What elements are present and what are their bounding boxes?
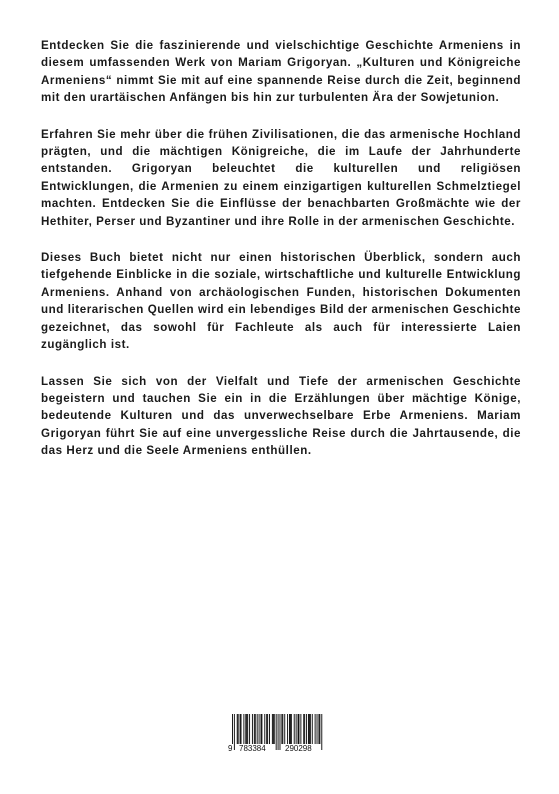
back-cover-text [41,37,521,479]
barcode-digits-right: 290298 [285,744,312,753]
barcode-bar [296,714,297,744]
barcode-bar [281,714,282,744]
barcode-bar [267,714,268,744]
barcode-bar [284,714,285,744]
barcode-bar [319,714,320,744]
blurb-paragraph-2: Erfahren Sie mehr über die frühen Zivilisationen, die das armenische Hochland prägten, und die mächtigen Königreiche, die im Laufe der Jahrhunderte entstanden. Grigoryan beleuchtet die kulturellen und religiösen Entwicklungen, die Armenien zu einem einzigartigen kulturellen Schmelztiegel machten. Entdecken Sie die Einflüsse der benachbarten Großmächte wie der Hethiter, Perser und Byzantiner und ihre Rolle in der armenischen Geschichte. [41,127,521,228]
barcode-bar [290,714,291,744]
barcode-bar [287,714,288,744]
barcode-bar [310,714,311,744]
barcode-bar [282,714,283,744]
blurb-paragraph-1: Entdecken Sie die faszinierende und vielschichtige Geschichte Armeniens in diesem umfassenden Werk von Mariam Grigoryan. „Kulturen und Königreiche Armeniens“ nimmt Sie mit auf eine spannende Reise durch die Zeit, beginnend mit den urartäischen Anfängen bis hin zur turbulenten Ära der Sowjetunion. [41,39,521,105]
barcode-bar [291,714,292,744]
barcode-bar [306,714,307,744]
barcode-bar [312,714,313,744]
barcode-digit-first: 9 [228,744,233,753]
barcode-bar [259,714,260,744]
barcode-bar [261,714,262,744]
barcode-digits-left: 783384 [239,744,266,753]
barcode-bar [266,714,267,744]
barcode-bar [317,714,318,744]
barcode-bar [269,714,270,744]
barcode-bar [299,714,300,744]
barcode-bar [249,714,250,744]
isbn-barcode [228,714,328,758]
barcode-bar [289,714,290,744]
barcode-bar [315,714,316,744]
barcode-bar [254,714,255,744]
barcode-bar [240,714,241,744]
barcode-digits [228,744,328,756]
barcode-bar [237,714,238,744]
barcode-bar [245,714,246,744]
barcode-bar [247,714,248,744]
barcode-bar [274,714,275,744]
barcode-bar [273,714,274,744]
barcode-bar [298,714,299,744]
barcode-bar [246,714,247,744]
barcode-bar [238,714,239,744]
barcode-bar [300,714,301,744]
barcode-bar [309,714,310,744]
barcode-bar [272,714,273,744]
barcode-bar [318,714,319,744]
barcode-bar [304,714,305,744]
barcode-bar [252,714,253,744]
barcode-bar [308,714,309,744]
barcode-bar [264,714,265,744]
barcode-bar [243,714,244,744]
blurb-paragraph-4: Lassen Sie sich von der Vielfalt und Tiefe der armenischen Geschichte begeistern und tauchen Sie ein in die Erzählungen über mächtige Könige, bedeutende Kulturen und das unverwechselbare Erbe Armeniens. Mariam Grigoryan führt Sie auf eine unvergessliche Reise durch die Jahrtausende, die das Herz und die Seele Armeniens enthüllen. [41,374,521,458]
barcode-bar [255,714,256,744]
barcode-bar [241,714,242,744]
blurb-paragraph-3: Dieses Buch bietet nicht nur einen historischen Überblick, sondern auch tiefgehende Einblicke in die soziale, wirtschaftliche und kulturelle Entwicklung Armeniens. Anhand von archäologischen Funden, historischen Dokumenten und literarischen Quellen wird ein lebendiges Bild der armenischen Geschichte gezeichnet, das sowohl für Fachleute als auch für interessierte Laien zugänglich ist. [41,251,521,352]
barcode-bar [303,714,304,744]
barcode-bar [257,714,258,744]
barcode-bar [261,714,262,744]
barcode-bar [294,714,295,744]
